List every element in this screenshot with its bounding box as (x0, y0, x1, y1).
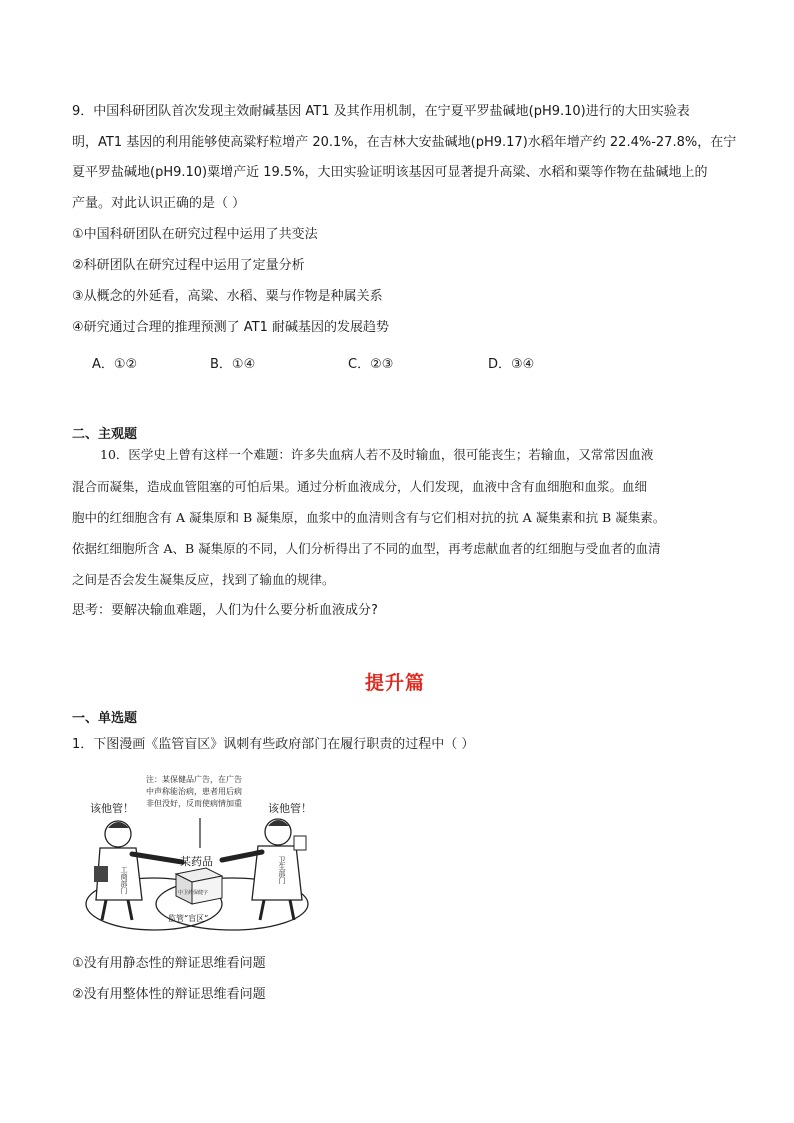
drug-label: 某药品 (180, 855, 213, 868)
q10-line-2: 混合而凝集，造成血管阻塞的可怕后果。通过分析血液成分，人们发现，血液中含有血细胞和血浆。血细 (72, 479, 648, 494)
advanced-title: 提升篇 (365, 672, 426, 694)
dept-right-label: 卫生部门 (278, 856, 286, 884)
cartoon-note-1: 注：某保健品广告，在广告 (146, 775, 242, 784)
q10-think: 思考：要解决输血难题，人们为什么要分析血液成分? (72, 603, 378, 618)
q9-statement-1: ①中国科研团队在研究过程中运用了共变法 (72, 227, 318, 242)
blind-zone-label: 监管“盲区” (168, 914, 209, 923)
left-official-figure (94, 821, 182, 920)
cartoon-speech-left: 该他管！ (90, 802, 134, 815)
q10-line-3: 胞中的红细胞含有 A 凝集原和 B 凝集原，血浆中的血清则含有与它们相对抗的抗 A 凝集素和抗 B 凝集素。 (72, 510, 666, 525)
q9-option-a: A．①② (92, 357, 138, 372)
q1-stem: 1．下图漫画《监管盲区》讽刺有些政府部门在履行职责的过程中（ ） (72, 737, 475, 752)
q9-line-2: 明，AT1 基因的利用能够使高粱籽粒增产 20.1%，在吉林大安盐碱地(pH9.17)水稻年增产约 22.4%-27.8%，在宁 (72, 135, 737, 150)
q9-statement-4: ④研究通过合理的推理预测了 AT1 耐碱基因的发展趋势 (72, 320, 390, 335)
dept-left-label: 工商部门 (120, 866, 128, 894)
right-official-figure (222, 819, 306, 920)
q10-line-5: 之间是否会发生凝集反应，找到了输血的规律。 (72, 572, 335, 587)
q9-statement-3: ③从概念的外延看，高粱、水稻、粟与作物是种属关系 (72, 289, 383, 304)
cartoon-note-2: 中声称能治病，患者用后病 (146, 787, 242, 796)
q1-statement-1: ①没有用静态性的辩证思维看问题 (72, 956, 266, 971)
box-label: 中卫药保健字 (178, 890, 209, 896)
q10-line-1: 10．医学史上曾有这样一个难题：许多失血病人若不及时输血，很可能丧生；若输血，又常常因血液 (100, 447, 654, 462)
q9-line-4: 产量。对此认识正确的是（ ） (72, 196, 246, 211)
drug-box (176, 854, 222, 904)
cartoon-note-3: 非但没好，反而使病情加重 (146, 799, 242, 808)
q9-option-d: D．③④ (488, 357, 535, 372)
q9-line-1: 9．中国科研团队首次发现主效耐碱基因 AT1 及其作用机制，在宁夏平罗盐碱地(pH9.10)进行的大田实验表 (72, 104, 690, 119)
q9-option-c: C．②③ (348, 357, 394, 372)
q10-line-4: 依据红细胞所含 A、B 凝集原的不同，人们分析得出了不同的血型，再考虑献血者的红细胞与受血者的血清 (72, 541, 661, 556)
q9-option-b: B．①④ (210, 357, 256, 372)
section-heading-subjective: 二、主观题 (72, 427, 138, 442)
q1-statement-2: ②没有用整体性的辩证思维看问题 (72, 987, 266, 1002)
q9-statement-2: ②科研团队在研究过程中运用了定量分析 (72, 258, 305, 273)
cartoon-speech-right: 该他管！ (268, 802, 312, 815)
section-heading-single-choice: 一、单选题 (72, 711, 138, 726)
q9-line-3: 夏平罗盐碱地(pH9.10)粟增产近 19.5%，大田实验证明该基因可显著提升高粱、水稻和粟等作物在盐碱地上的 (72, 165, 708, 180)
cartoon-image (72, 770, 334, 938)
